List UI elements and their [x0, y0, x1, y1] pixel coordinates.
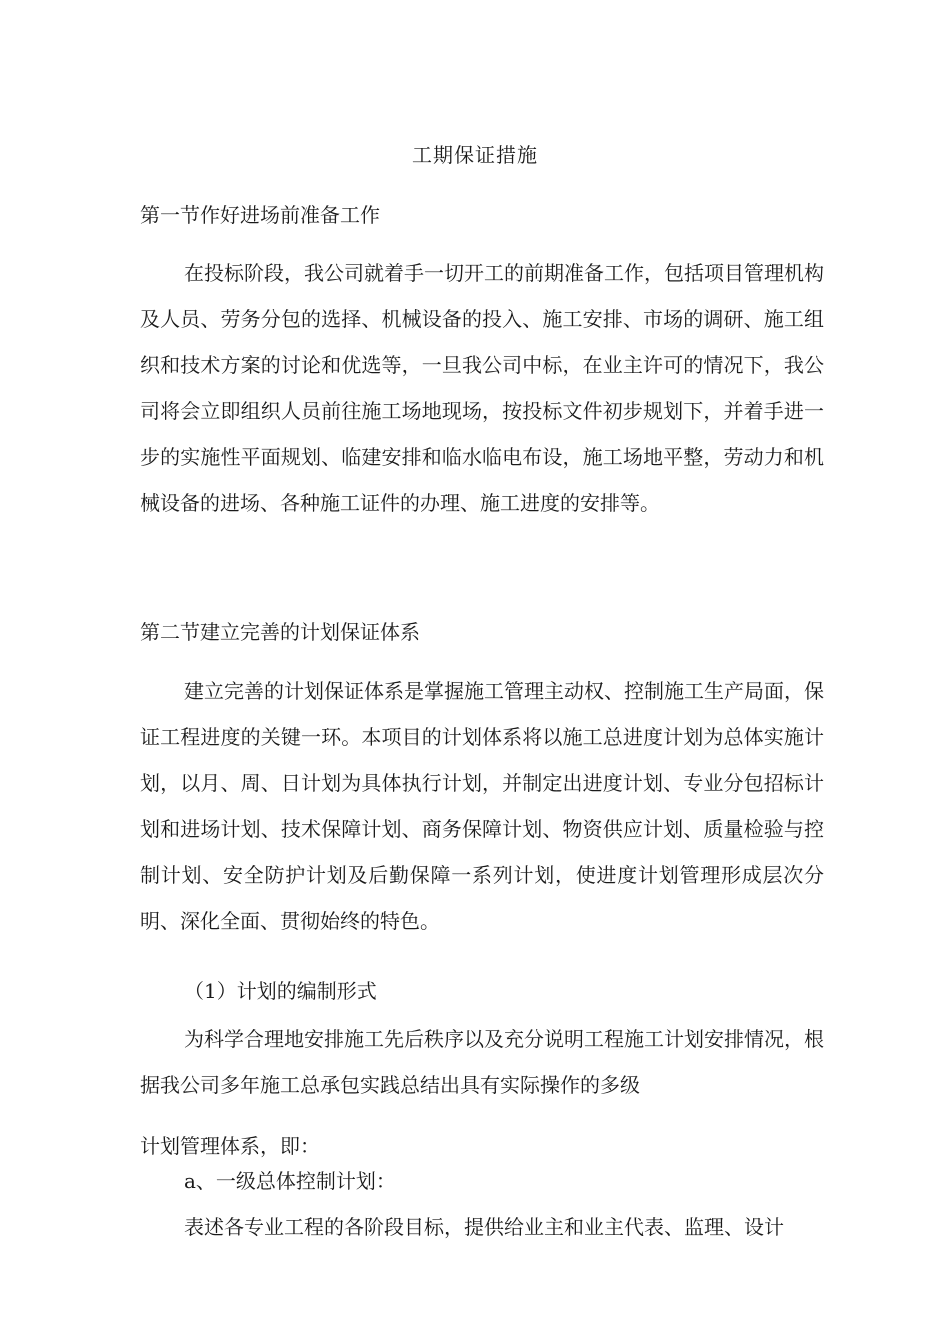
section-1-heading: 第一节作好进场前准备工作 [140, 203, 380, 227]
level-1-plan-paragraph: 表述各专业工程的各阶段目标，提供给业主和业主代表、监理、设计 [184, 1215, 784, 1239]
plan-format-paragraph: 为科学合理地安排施工先后秩序以及充分说明工程施工计划安排情况，根据我公司多年施工总承包实践总结出具有实际操作的多级 [140, 1027, 824, 1097]
section-2-heading: 第二节建立完善的计划保证体系 [140, 620, 420, 644]
plan-format-subheading: （1）计划的编制形式 [184, 979, 377, 1003]
plan-system-continuation: 计划管理体系，即： [140, 1134, 320, 1158]
section-2-paragraph: 建立完善的计划保证体系是掌握施工管理主动权、控制施工生产局面，保证工程进度的关键一环。本项目的计划体系将以施工总进度计划为总体实施计划，以月、周、日计划为具体执行计划，并制定出进度计划、专业分包招标计划和进场计划、技术保障计划、商务保障计划、物资供应计划、质量检验与控制计划、安全防护计划及后勤保障一系列计划，使进度计划管理形成层次分明、深化全面、贯彻始终的特色。 [140, 679, 824, 933]
section-1-paragraph: 在投标阶段，我公司就着手一切开工的前期准备工作，包括项目管理机构及人员、劳务分包的选择、机械设备的投入、施工安排、市场的调研、施工组织和技术方案的讨论和优选等，一旦我公司中标，在业主许可的情况下，我公司将会立即组织人员前往施工场地现场，按投标文件初步规划下，并着手进一步的实施性平面规划、临建安排和临水临电布设，施工场地平整，劳动力和机械设备的进场、各种施工证件的办理、施工进度的安排等。 [140, 261, 824, 515]
level-1-plan-item: a、一级总体控制计划： [184, 1169, 396, 1193]
document-title: 工期保证措施 [412, 143, 538, 167]
